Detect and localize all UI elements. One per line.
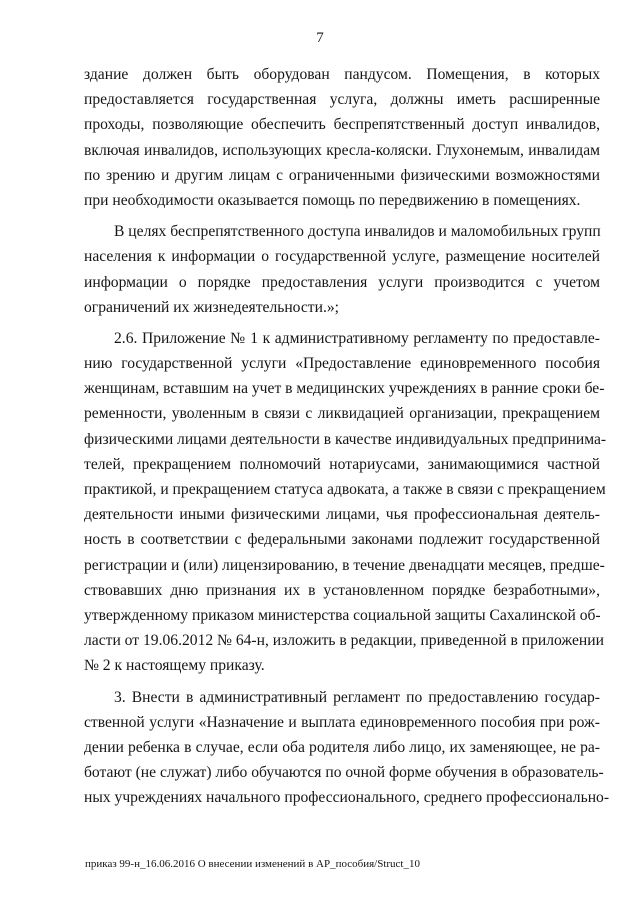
paragraph [84, 685, 610, 811]
text-line: здание должен быть оборудован пандусом. Помещения, в которых [84, 66, 600, 83]
text-line: ность в соответствии с федеральными законами подлежит государственной [84, 531, 600, 549]
text-line: телей, прекращением полномочий нотариусами, занимающимися частной [84, 455, 600, 473]
text-line: 3. Внести в административный регламент по предоставлению государ- [114, 688, 600, 706]
text-line: проходы, позволяющие обеспечить беспрепятственный доступ инвалидов, [84, 116, 600, 134]
text-line: ласти от 19.06.2012 № 64-н, изложить в редакции, приведенной в приложении [84, 632, 604, 650]
text-line: ствовавших дню признания их в установленном порядке безработными», [84, 581, 600, 599]
text-line: информации о порядке предоставления услуги производится с учетом [84, 273, 600, 291]
text-line: деятельности иными физическими лицами, чья профессиональная деятель- [84, 506, 600, 524]
document-footer: приказ 99-н_16.06.2016 О внесении изменений в АР_пособия/Struct_10 [85, 858, 420, 870]
paragraph [84, 326, 607, 679]
paragraph [84, 219, 600, 320]
text-line: ограничений их жизнедеятельности.»; [84, 298, 339, 316]
page-number: 7 [316, 30, 324, 46]
text-line: населения к информации о государственной услуге, размещение носителей [84, 248, 600, 266]
text-line: утвержденному приказом министерства социальной защиты Сахалинской об- [84, 606, 601, 624]
text-line: предоставляется государственная услуга, должны иметь расширенные [84, 91, 600, 109]
text-line: ных учреждениях начального профессионального, среднего профессионально- [84, 789, 610, 807]
text-line: ременности, уволенным в связи с ликвидацией организации, прекращением [84, 405, 600, 423]
text-line: практикой, и прекращением статуса адвоката, а также в связи с прекращением [84, 481, 606, 498]
text-line: включая инвалидов, использующих кресла-коляски. Глухонемым, инвалидам [84, 141, 600, 159]
text-line: В целях беспрепятственного доступа инвалидов и маломобильных групп [114, 223, 601, 241]
text-line: по зрению и другим лицам с ограниченными физическими возможностями [84, 166, 600, 184]
document-body [84, 62, 610, 810]
text-line: регистрации и (или) лицензированию, в течение двенадцати месяцев, предше- [84, 556, 605, 574]
text-line: № 2 к настоящему приказу. [84, 657, 265, 675]
text-line: ственной услуги «Назначение и выплата единовременного пособия при рож- [84, 713, 600, 731]
text-line: женщинам, вставшим на учет в медицинских учреждениях в ранние сроки бе- [84, 380, 605, 398]
text-line: при необходимости оказывается помощь по передвижению в помещениях. [84, 191, 581, 209]
text-line: нию государственной услуги «Предоставление единовременного пособия [84, 355, 600, 373]
text-line: физическими лицами деятельности в качестве индивидуальных предпринима- [84, 430, 607, 448]
text-line: дении ребенка в случае, если оба родителя либо лицо, их заменяющее, не ра- [84, 738, 600, 756]
text-line: ботают (не служат) либо обучаются по очной форме обучения в образователь- [84, 764, 604, 782]
paragraph [84, 62, 600, 213]
text-line: 2.6. Приложение № 1 к административному регламенту по предоставле- [114, 329, 600, 347]
